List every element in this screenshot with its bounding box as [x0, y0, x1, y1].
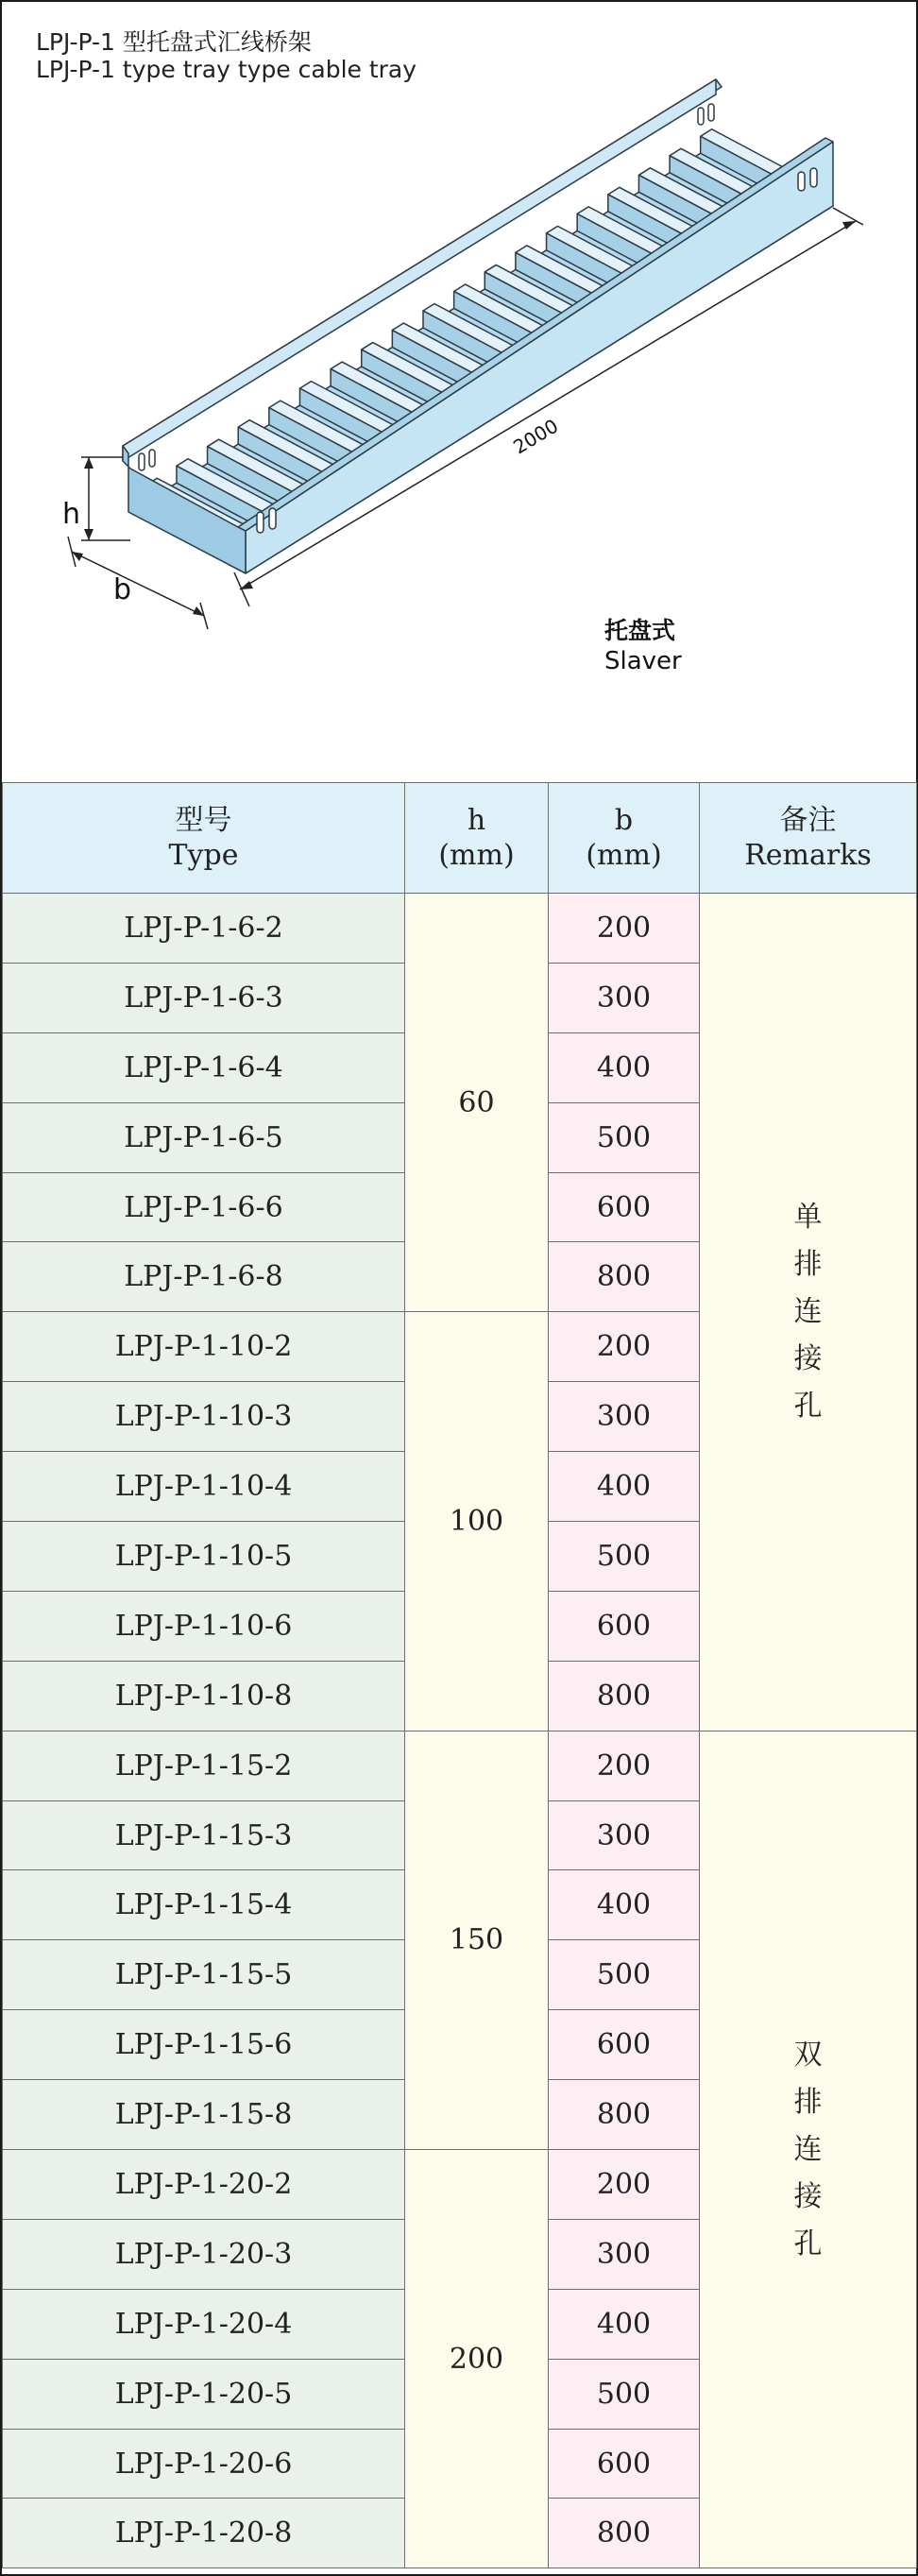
b-cell: 800 — [549, 1242, 700, 1312]
remark-char: 孔 — [793, 2226, 823, 2260]
remark-char: 排 — [793, 2085, 823, 2119]
b-cell: 800 — [549, 2499, 700, 2568]
width-label: b — [113, 573, 132, 606]
type-cell: LPJ-P-1-10-6 — [3, 1591, 405, 1661]
b-cell: 200 — [549, 894, 700, 964]
length-label: 2000 — [509, 414, 563, 459]
remark-char: 连 — [793, 1294, 823, 1328]
b-cell: 400 — [549, 1452, 700, 1522]
header-b — [549, 783, 700, 894]
type-cell: LPJ-P-1-20-2 — [3, 2150, 405, 2220]
b-cell: 200 — [549, 1312, 700, 1382]
cable-tray-drawing — [2, 2, 916, 782]
type-cell: LPJ-P-1-10-4 — [3, 1452, 405, 1522]
type-cell: LPJ-P-1-15-5 — [3, 1940, 405, 2010]
type-cell: LPJ-P-1-20-8 — [3, 2499, 405, 2568]
table-row — [3, 1731, 917, 1800]
remark-char: 双 — [793, 2038, 823, 2072]
b-cell: 200 — [549, 2150, 700, 2220]
height-label: h — [62, 498, 81, 531]
b-cell: 300 — [549, 963, 700, 1032]
b-cell: 600 — [549, 2429, 700, 2499]
product-figure — [2, 2, 916, 782]
header-remarks-cn: 备注 — [779, 804, 837, 837]
figure-title-cn: LPJ-P-1 型托盘式汇线桥架 — [36, 28, 312, 56]
remark-char: 接 — [793, 2179, 823, 2213]
type-cell: LPJ-P-1-10-5 — [3, 1522, 405, 1592]
figure-caption — [604, 616, 682, 676]
b-cell: 200 — [549, 1731, 700, 1800]
spec-table — [2, 782, 917, 2568]
b-cell: 400 — [549, 1870, 700, 1940]
figure-caption-cn: 托盘式 — [604, 617, 676, 644]
type-cell: LPJ-P-1-6-2 — [3, 894, 405, 964]
figure-caption-en: Slaver — [604, 647, 682, 675]
type-cell: LPJ-P-1-6-4 — [3, 1032, 405, 1102]
header-h-label: h — [467, 804, 486, 837]
type-cell: LPJ-P-1-15-2 — [3, 1731, 405, 1800]
type-cell: LPJ-P-1-15-8 — [3, 2080, 405, 2150]
type-cell: LPJ-P-1-15-4 — [3, 1870, 405, 1940]
type-cell: LPJ-P-1-15-3 — [3, 1800, 405, 1870]
type-cell: LPJ-P-1-10-8 — [3, 1661, 405, 1731]
type-cell: LPJ-P-1-10-2 — [3, 1312, 405, 1382]
h-cell: 60 — [405, 894, 549, 1312]
type-cell: LPJ-P-1-10-3 — [3, 1382, 405, 1452]
type-cell: LPJ-P-1-20-4 — [3, 2289, 405, 2359]
h-cell: 200 — [405, 2150, 549, 2568]
header-b-unit: (mm) — [586, 839, 662, 872]
b-cell: 300 — [549, 2219, 700, 2289]
header-remarks — [700, 783, 917, 894]
b-cell: 400 — [549, 2289, 700, 2359]
remarks-cell — [700, 894, 917, 1732]
b-cell: 500 — [549, 1102, 700, 1172]
remark-char: 连 — [793, 2132, 823, 2166]
remark-char: 孔 — [793, 1389, 823, 1423]
b-cell: 500 — [549, 1940, 700, 2010]
remark-char: 接 — [793, 1341, 823, 1375]
header-type-cn: 型号 — [175, 804, 232, 837]
b-cell: 400 — [549, 1032, 700, 1102]
header-type — [3, 783, 405, 894]
type-cell: LPJ-P-1-15-6 — [3, 2010, 405, 2080]
table-body — [3, 894, 917, 2568]
header-b-label: b — [614, 804, 634, 837]
b-cell: 600 — [549, 1591, 700, 1661]
type-cell: LPJ-P-1-20-6 — [3, 2429, 405, 2499]
b-cell: 600 — [549, 2010, 700, 2080]
b-cell: 500 — [549, 2359, 700, 2429]
type-cell: LPJ-P-1-6-5 — [3, 1102, 405, 1172]
remark-char: 排 — [793, 1247, 823, 1281]
tray-rungs — [145, 129, 828, 564]
tray-illustration — [123, 79, 833, 573]
h-cell: 150 — [405, 1731, 549, 2149]
type-cell: LPJ-P-1-6-8 — [3, 1242, 405, 1312]
b-cell: 300 — [549, 1382, 700, 1452]
remarks-cell — [700, 1731, 917, 2568]
b-cell: 300 — [549, 1800, 700, 1870]
figure-title-en: LPJ-P-1 type tray type cable tray — [36, 56, 417, 83]
remark-char: 单 — [793, 1200, 823, 1234]
b-cell: 800 — [549, 1661, 700, 1731]
type-cell: LPJ-P-1-20-3 — [3, 2219, 405, 2289]
b-cell: 600 — [549, 1172, 700, 1242]
type-cell: LPJ-P-1-20-5 — [3, 2359, 405, 2429]
table-header-row — [3, 783, 917, 894]
type-cell: LPJ-P-1-6-6 — [3, 1172, 405, 1242]
b-cell: 500 — [549, 1522, 700, 1592]
type-cell: LPJ-P-1-6-3 — [3, 963, 405, 1032]
h-cell: 100 — [405, 1312, 549, 1731]
header-h-unit: (mm) — [438, 839, 515, 872]
header-h — [405, 783, 549, 894]
b-cell: 800 — [549, 2080, 700, 2150]
header-remarks-en: Remarks — [744, 839, 872, 872]
table-row — [3, 894, 917, 964]
header-type-en: Type — [168, 839, 239, 872]
